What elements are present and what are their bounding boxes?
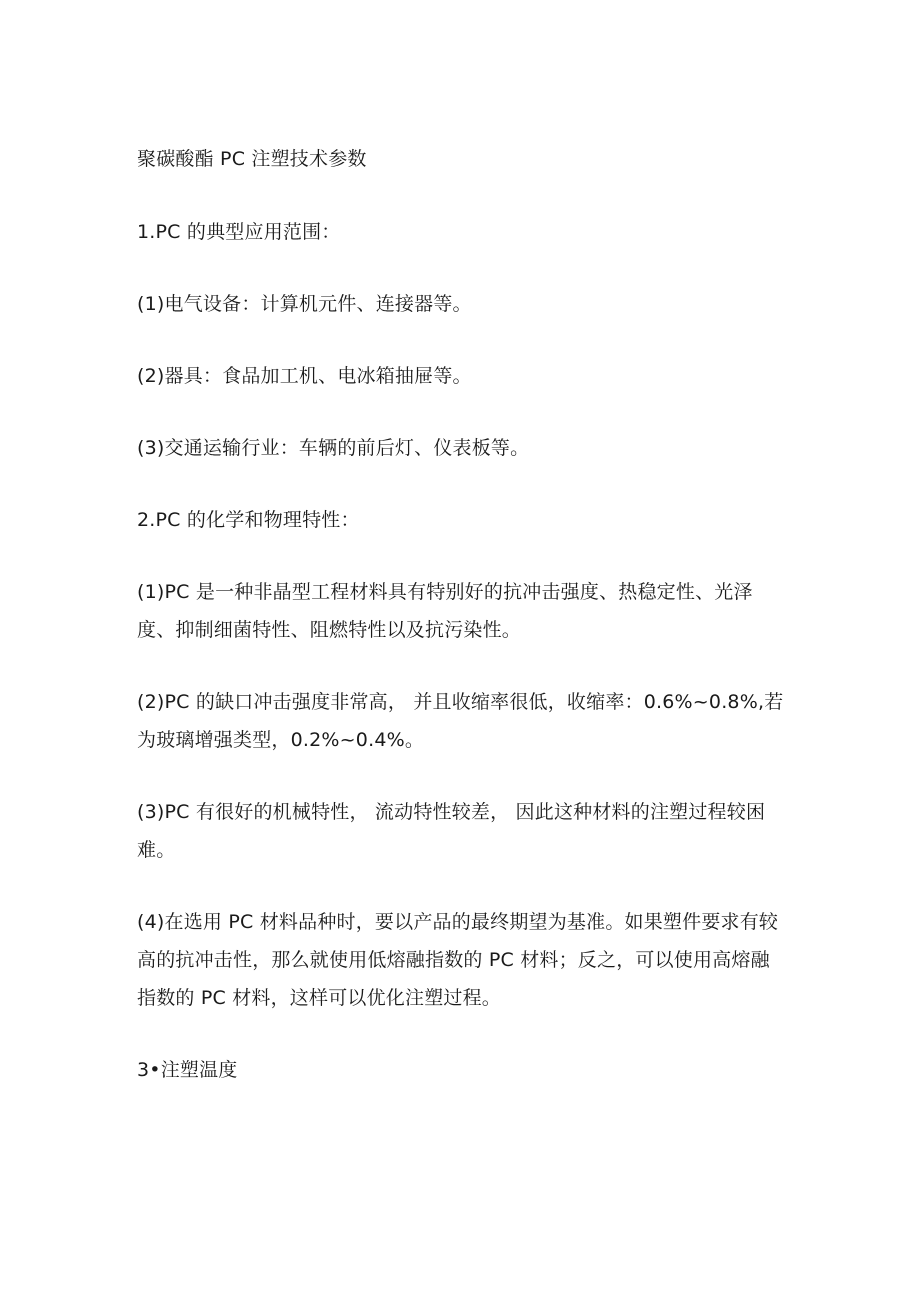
section-heading-properties: 2.PC 的化学和物理特性： xyxy=(137,509,360,531)
list-item: (3)PC 有很好的机械特性， 流动特性较差， 因此这种材料的注塑过程较困难。 xyxy=(137,801,766,861)
list-item: (2)器具：食品加工机、电冰箱抽屉等。 xyxy=(137,365,472,387)
list-item: (1)电气设备：计算机元件、连接器等。 xyxy=(137,293,472,315)
section-heading-temperature: 3•注塑温度 xyxy=(137,1059,238,1081)
list-item: (2)PC 的缺口冲击强度非常高， 并且收缩率很低，收缩率：0.6%~0.8%,若为玻璃增强类型，0.2%~0.4%。 xyxy=(137,691,784,751)
list-item: (3)交通运输行业：车辆的前后灯、仪表板等。 xyxy=(137,437,530,459)
document-title: 聚碳酸酯 PC 注塑技术参数 xyxy=(137,148,367,170)
document-body xyxy=(137,140,787,1123)
section-heading-applications: 1.PC 的典型应用范围： xyxy=(137,221,341,243)
list-item: (1)PC 是一种非晶型工程材料具有特别好的抗冲击强度、热稳定性、光泽度、抑制细菌特性、阻燃特性以及抗污染性。 xyxy=(137,581,753,641)
list-item: (4)在选用 PC 材料品种时，要以产品的最终期望为基准。如果塑件要求有较高的抗冲击性，那么就使用低熔融指数的 PC 材料；反之，可以使用高熔融指数的 PC 材料，这样可以优化注塑过程。 xyxy=(137,911,779,1009)
